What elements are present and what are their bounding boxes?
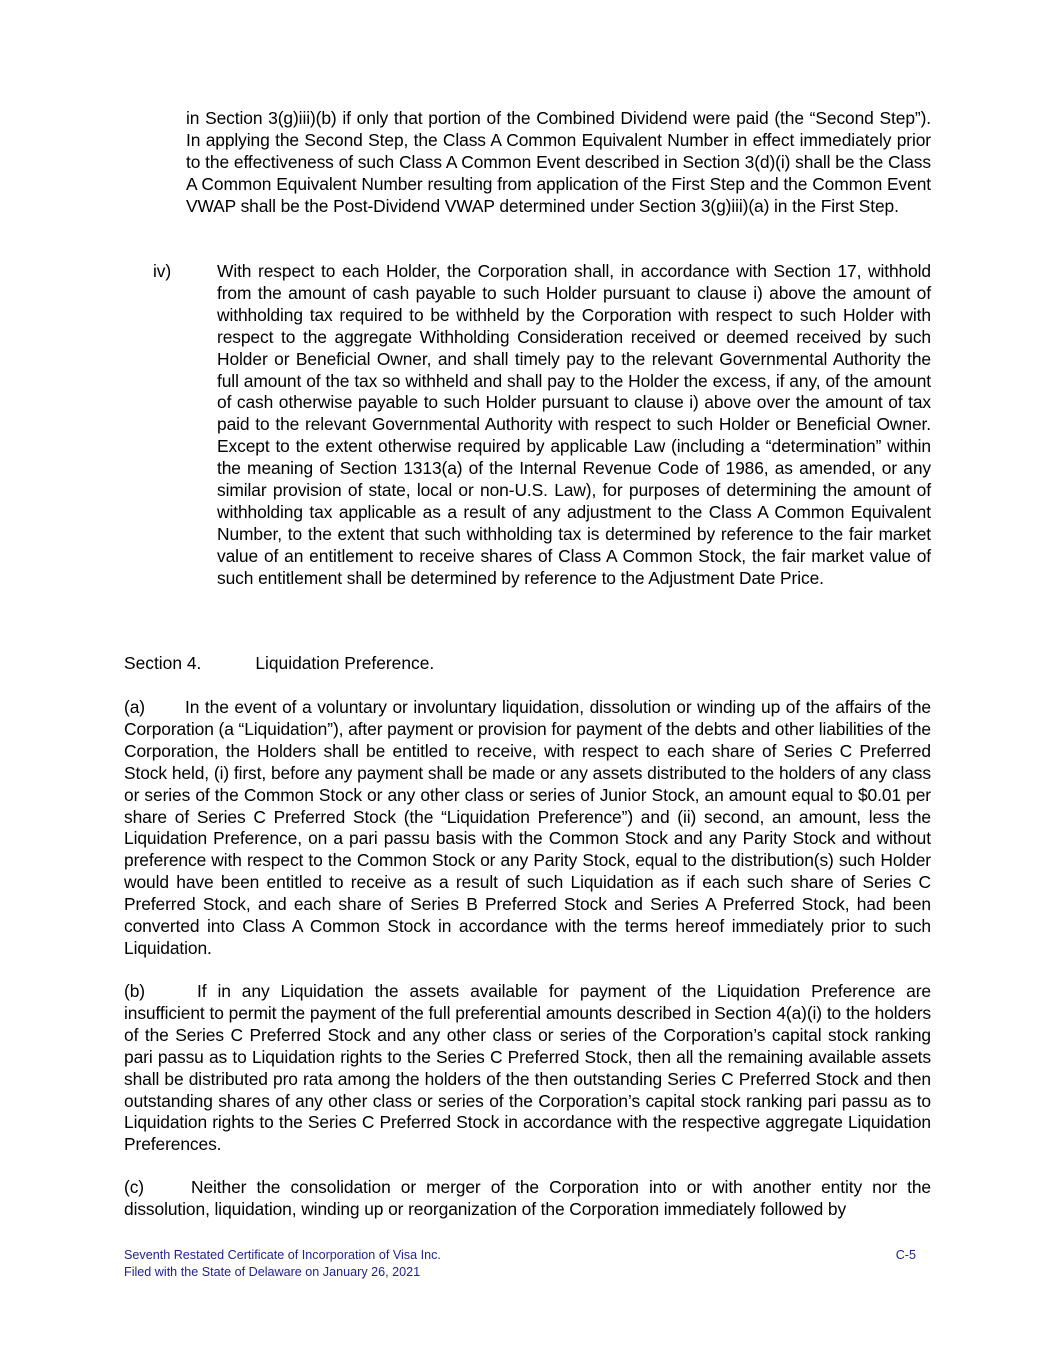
section-heading bbox=[124, 653, 434, 675]
paragraph-label: (b) bbox=[124, 981, 145, 1001]
paragraph-label: (a) bbox=[124, 697, 145, 717]
page-number: C-5 bbox=[895, 1248, 916, 1262]
list-item-text: With respect to each Holder, the Corporation shall, in accordance with Section 17, withhold from the amount of cash payable to such Holder pursuant to clause i) above the amount of withholding tax required to be withheld by the Corporation with respect to such Holder with respect to the aggregate Withholding Consideration received or deemed received by such Holder or Beneficial Owner, and shall timely pay to the relevant Governmental Authority the full amount of the tax so withheld and shall pay to the Holder the excess, if any, of the amount of cash otherwise payable to such Holder pursuant to clause i) above over the amount of tax paid to the relevant Governmental Authority with respect to such Holder or Beneficial Owner. Except to the extent otherwise required by applicable Law (including a “determination” within the meaning of Section 1313(a) of the Internal Revenue Code of 1986, as amended, or any similar provision of state, local or non-U.S. Law), for purposes of determining the amount of withholding tax applicable as a result of any adjustment to the Class A Common Equivalent Number, to the extent that such withholding tax is determined by reference to the fair market value of an entitlement to receive shares of Class A Common Stock, the fair market value of such entitlement shall be determined by reference to the Adjustment Date Price. bbox=[217, 261, 931, 588]
paragraph-text: If in any Liquidation the assets available for payment of the Liquidation Preference are insufficient to permit the payment of the full preferential amounts described in Section 4(a)(i) to the holders of the Series C Preferred Stock and any other class or series of the Corporation’s capital stock ranking pari passu as to Liquidation rights to the Series C Preferred Stock, then all the remaining available assets shall be distributed pro rata among the holders of the then outstanding Series C Preferred Stock and then outstanding shares of any other class or series of the Corporation’s capital stock ranking pari passu as to Liquidation rights to the Series C Preferred Stock in accordance with the respective aggregate Liquidation Preferences. bbox=[124, 981, 931, 1155]
section-title: Liquidation Preference. bbox=[255, 653, 435, 673]
paragraph-a bbox=[124, 697, 931, 960]
continuation-paragraph: in Section 3(g)iii)(b) if only that portion of the Combined Dividend were paid (the “Second Step”). In applying the Second Step, the Class A Common Equivalent Number in effect immediately prior to the effectiveness of such Class A Common Event described in Section 3(d)(i) shall be the Class A Common Equivalent Number resulting from application of the First Step and the Common Event VWAP shall be the Post-Dividend VWAP determined under Section 3(g)iii)(a) in the First Step. bbox=[186, 108, 931, 216]
section-number: Section 4. bbox=[124, 653, 202, 673]
paragraph-text: Neither the consolidation or merger of the Corporation into or with another entity nor the dissolution, liquidation, winding up or reorganization of the Corporation immediately followed by bbox=[124, 1177, 931, 1219]
list-item-number: iv) bbox=[153, 261, 172, 281]
paragraph-c bbox=[124, 1177, 931, 1221]
page-footer bbox=[124, 1247, 916, 1280]
paragraph-label: (c) bbox=[124, 1177, 144, 1197]
paragraph-text: In the event of a voluntary or involuntary liquidation, dissolution or winding up of the affairs of the Corporation (a “Liquidation”), after payment or provision for payment of the debts and other liabilities of the Corporation, the Holders shall be entitled to receive, with respect to each share of Series C Preferred Stock held, (i) first, before any payment shall be made or any assets distributed to the holders of any class or series of the Common Stock or any other class or series of Junior Stock, an amount equal to $0.01 per share of Series C Preferred Stock (the “Liquidation Preference”) and (ii) second, an amount, less the Liquidation Preference, on a pari passu basis with the Common Stock and any Parity Stock and without preference with respect to the Common Stock or any Parity Stock, equal to the distribution(s) such Holder would have been entitled to receive as a result of such Liquidation as if each such share of Series C Preferred Stock, and each share of Series B Preferred Stock and Series A Preferred Stock, had been converted into Class A Common Stock in accordance with the terms hereof immediately prior to such Liquidation. bbox=[124, 697, 931, 958]
footer-document-title: Seventh Restated Certificate of Incorporation of Visa Inc. bbox=[124, 1248, 441, 1262]
paragraph-b bbox=[124, 981, 931, 1156]
footer-filing-date: Filed with the State of Delaware on January 26, 2021 bbox=[124, 1264, 421, 1279]
